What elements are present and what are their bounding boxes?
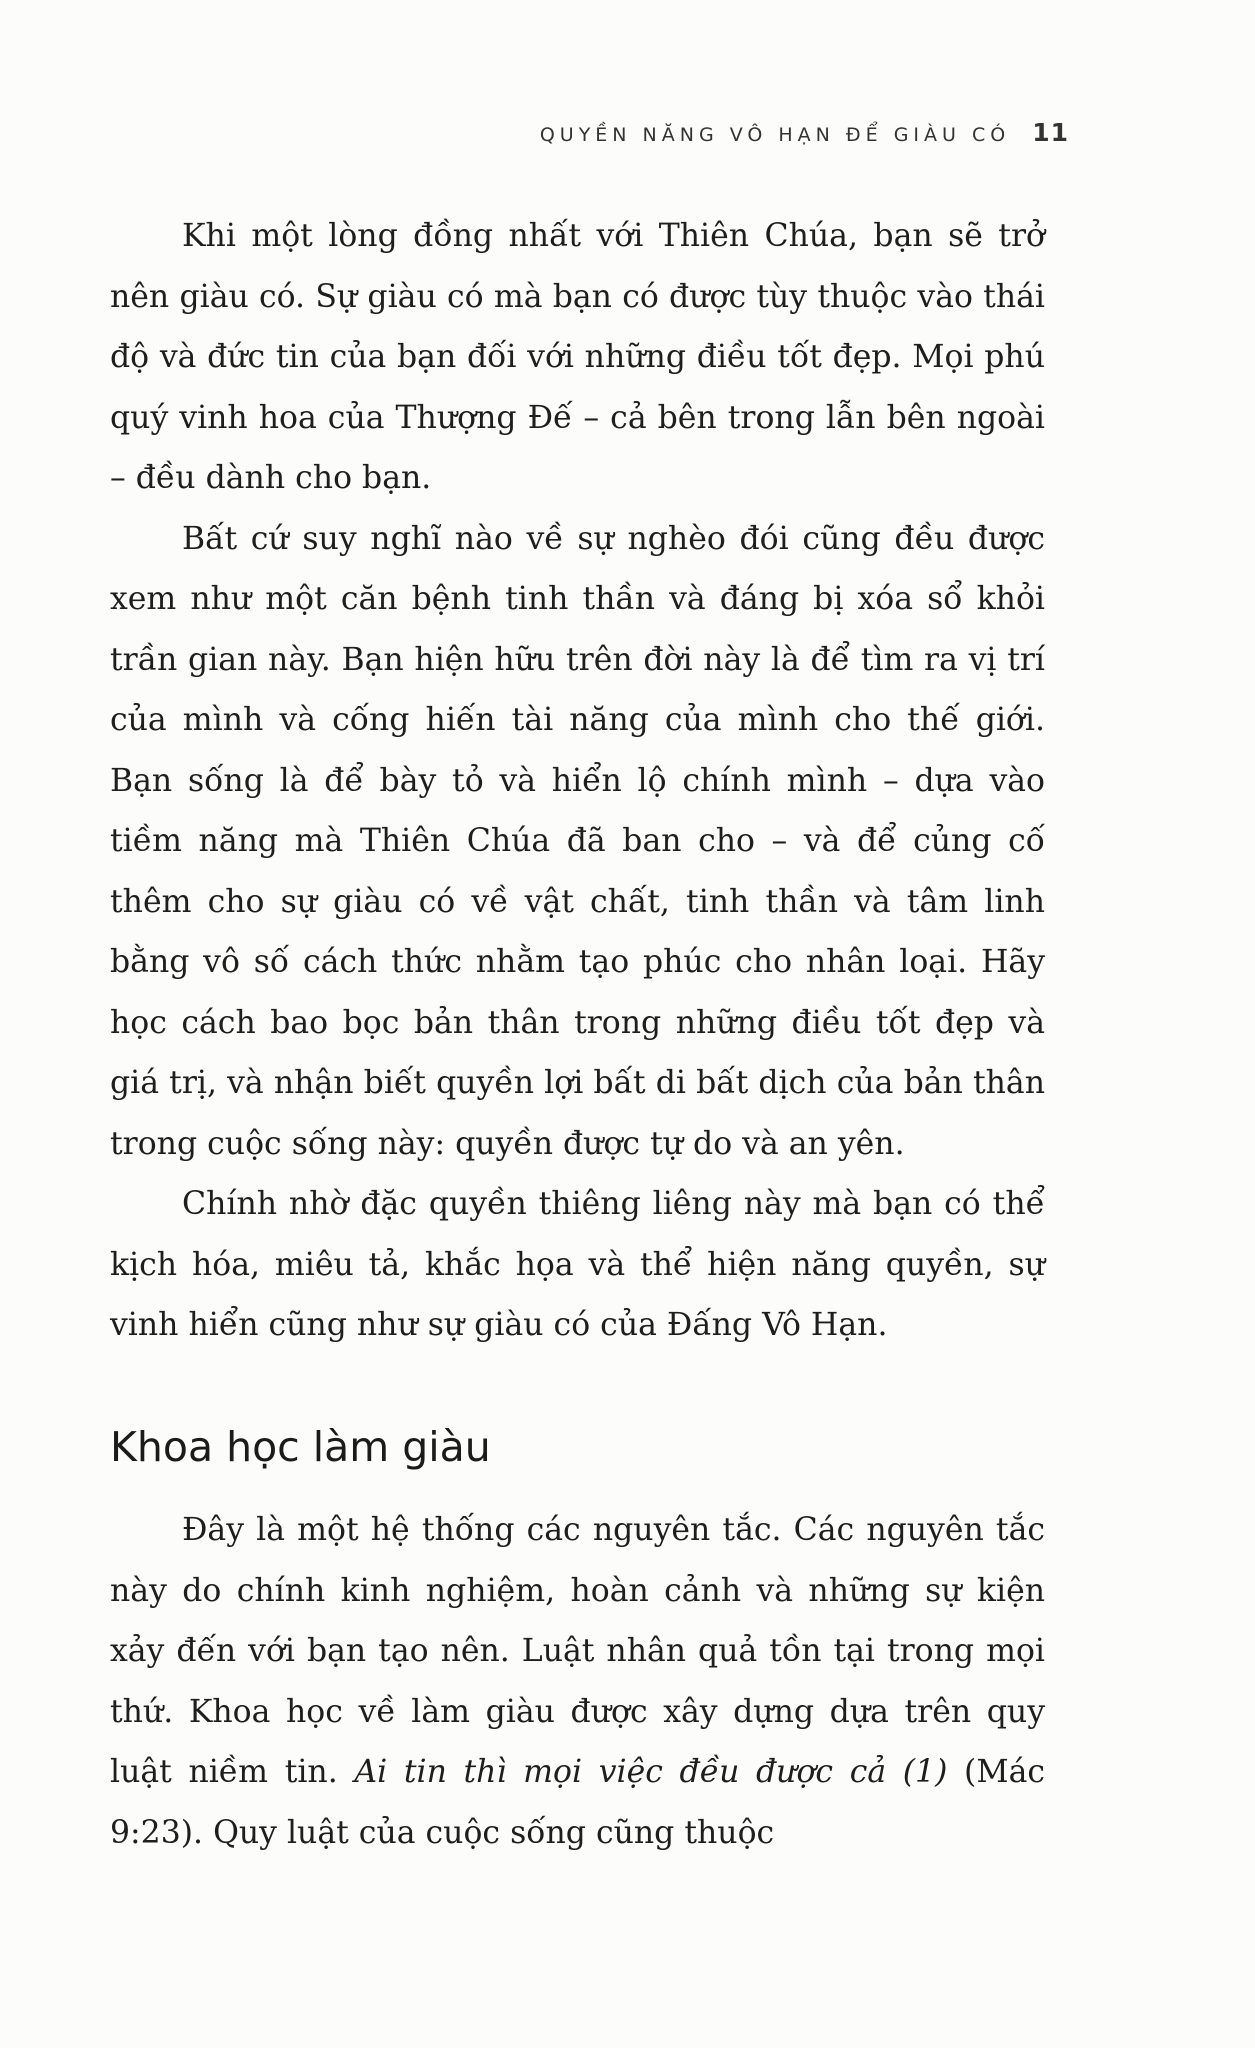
body-text-section — [110, 1500, 1045, 1863]
paragraph-2: Bất cứ suy nghĩ nào về sự nghèo đói cũng đều được xem như một căn bệnh tinh thần và đáng bị xóa sổ khỏi trần gian này. Bạn hiện hữu trên đời này là để tìm ra vị trí của mình và cống hiến tài năng của mình cho thế giới. Bạn sống là để bày tỏ và hiển lộ chính mình – dựa vào tiềm năng mà Thiên Chúa đã ban cho – và để củng cố thêm cho sự giàu có về vật chất, tinh thần và tâm linh bằng vô số cách thức nhằm tạo phúc cho nhân loại. Hãy học cách bao bọc bản thân trong những điều tốt đẹp và giá trị, và nhận biết quyền lợi bất di bất dịch của bản thân trong cuộc sống này: quyền được tự do và an yên. — [110, 520, 1045, 1162]
running-header — [540, 118, 1069, 147]
section-paragraph-end: Quy luật của cuộc sống cũng thuộc — [213, 1814, 775, 1851]
bible-quote: Ai tin thì mọi việc đều được cả (1) — [354, 1754, 948, 1790]
section-heading: Khoa học làm giàu — [110, 1423, 491, 1471]
bible-citation: (Mác 9:23). — [110, 1754, 1046, 1851]
page-number: 11 — [1032, 118, 1069, 147]
running-title: QUYỀN NĂNG VÔ HẠN ĐỂ GIÀU CÓ — [539, 124, 1011, 146]
section-paragraph-start: Đây là một hệ thống các nguyên tắc. Các nguyên tắc này do chính kinh nghiệm, hoàn cảnh và những sự kiện xảy đến với bạn tạo nên. Luật nhân quả tồn tại trong mọi thứ. Khoa học về làm giàu được xây dựng dựa trên quy luật niềm tin. — [110, 1512, 1045, 1790]
paragraph-1: Khi một lòng đồng nhất với Thiên Chúa, bạn sẽ trở nên giàu có. Sự giàu có mà bạn có được tùy thuộc vào thái độ và đức tin của bạn đối với những điều tốt đẹp. Mọi phú quý vinh hoa của Thượng Đế – cả bên trong lẫn bên ngoài – đều dành cho bạn. — [110, 218, 1045, 496]
paragraph-3: Chính nhờ đặc quyền thiêng liêng này mà bạn có thể kịch hóa, miêu tả, khắc họa và thể hiện năng quyền, sự vinh hiển cũng như sự giàu có của Đấng Vô Hạn. — [110, 1186, 1045, 1343]
body-text-top — [110, 206, 1045, 1356]
section-paragraph — [110, 1500, 1045, 1863]
